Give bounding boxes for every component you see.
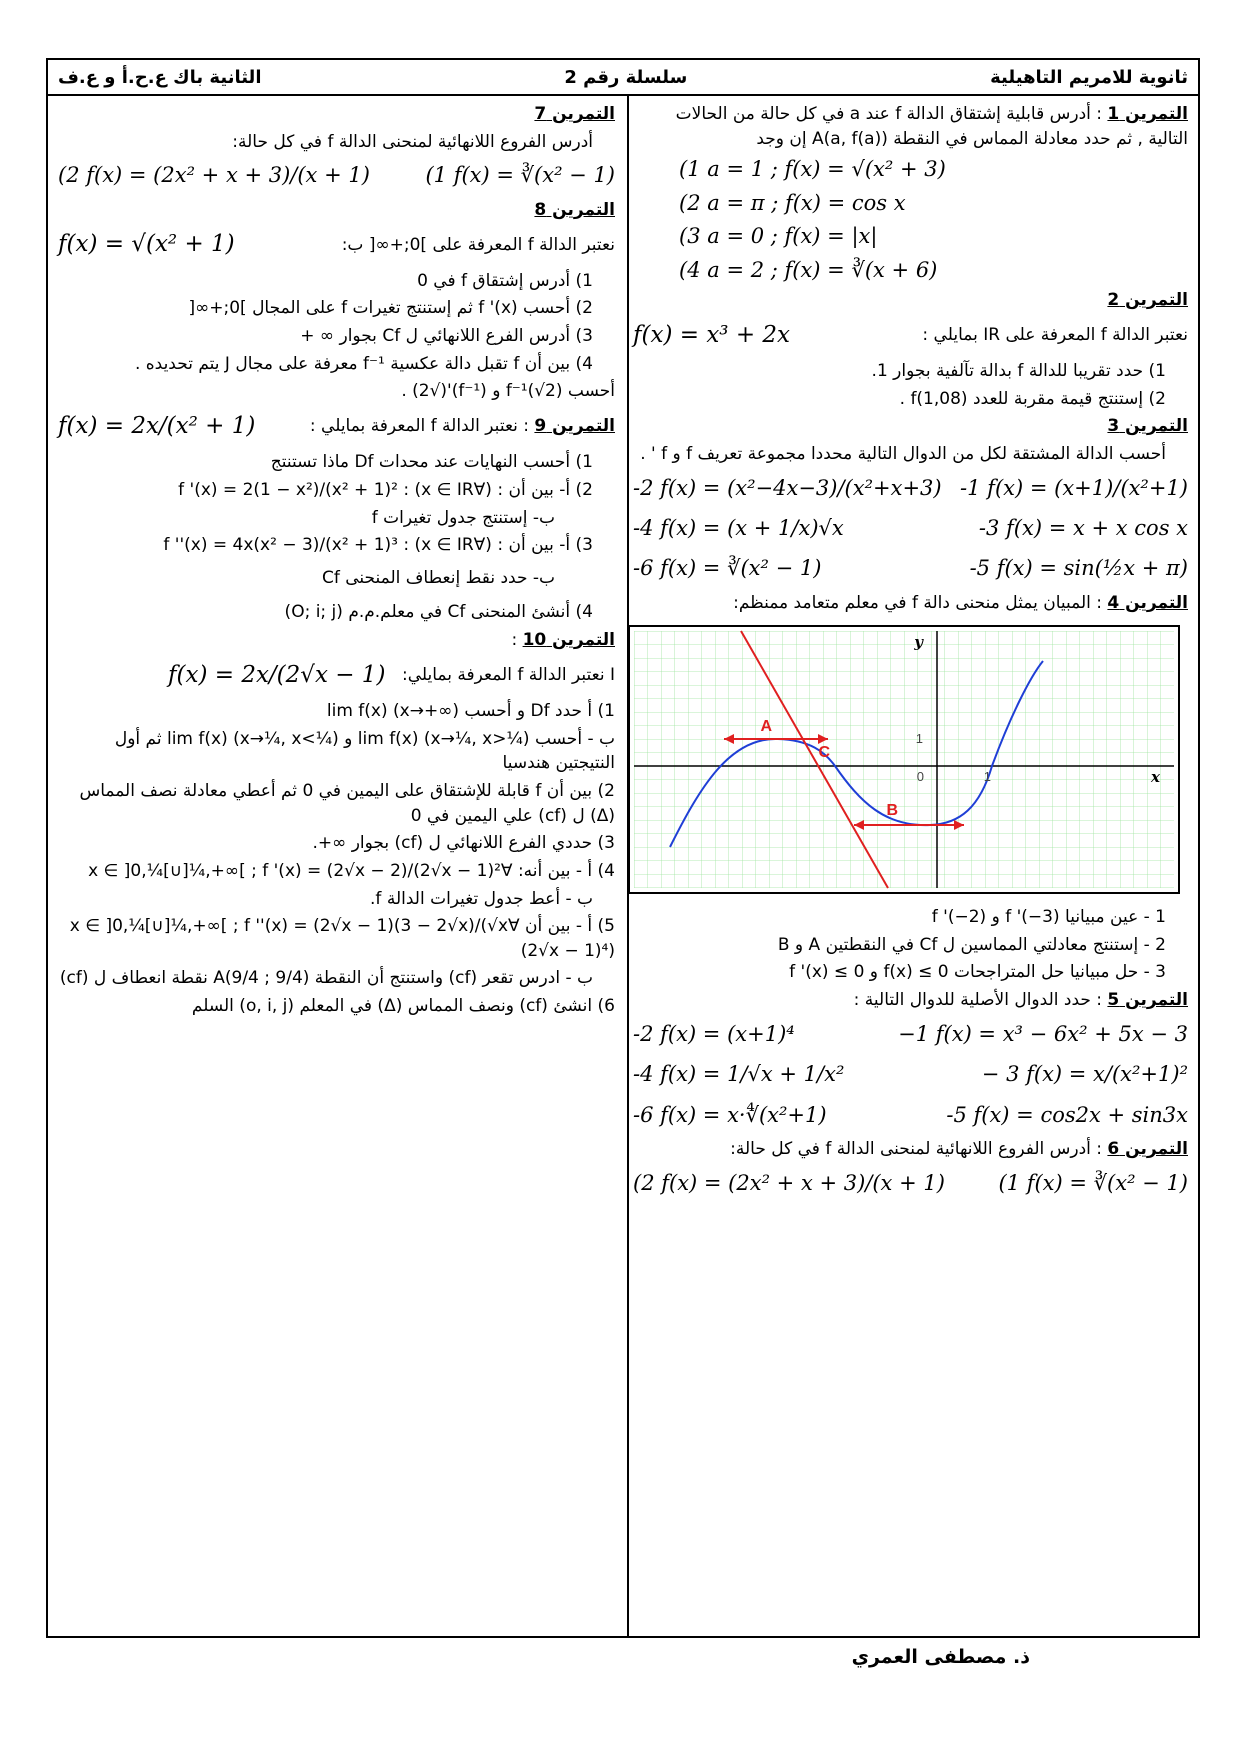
label-origin: 0 [916, 768, 924, 784]
ex8-item-1: 1) أدرس إشتقاق f في 0 [417, 270, 593, 291]
ex9-function: f(x) = 2x/(x² + 1) [58, 412, 256, 439]
exercise-10: التمرين 10 : [511, 630, 615, 651]
ex5-row-2: -4 f(x) = 1/√x + 1/x² − 3 f(x) = x/(x²+1)² [633, 1062, 1188, 1087]
ex4-item-3: 3 - حل مبيانيا حل المتراجحات f(x) ≤ 0 و f '(x) ≤ 0 [789, 962, 1166, 983]
ex6-row: (2 f(x) = (2x² + x + 3)/(x + 1) (1 f(x) = ∛(x² − 1) [633, 1170, 1188, 1195]
function-graph [628, 625, 1180, 894]
ex9-item-1: 1) أحسب النهايات عند محدات Df ماذا تستنتج [270, 452, 593, 473]
exercise-5-title: التمرين 5 [1107, 990, 1188, 1011]
exercise-2-title: التمرين 2 [1107, 290, 1188, 311]
exercise-7-title: التمرين 7 [534, 104, 615, 124]
ex10-item-8: ب - ادرس تقعر (cf) واستنتج أن النقطة A(9/4 ; 9/4) نقطة انعطاف ل (cf) [59, 968, 593, 989]
series-title: سلسلة رقم 2 [564, 66, 688, 88]
label-one-y: 1 [915, 730, 923, 746]
ex10-statement: I نعتبر الدالة f المعرفة بمايلي: f(x) = 2x/(2√x − 1) [58, 656, 615, 695]
ex8-item-4: 4) بين أن f تقبل دالة عكسية f⁻¹ معرفة على مجال J يتم تحديده . [134, 353, 593, 374]
exercise-8 [58, 198, 615, 223]
label-y: y [914, 632, 923, 651]
class-level: الثانية باك ع.ح.أ و ع.ف [58, 66, 262, 88]
ex2-statement: نعتبر الدالة f المعرفة على IR بمايلي : f(x) = x³ + 2x [633, 316, 1188, 355]
exercise-3-title: التمرين 3 [1107, 416, 1188, 437]
ex8-statement: نعتبر الدالة f المعرفة على ]0;+∞[ ب: f(x) = √(x² + 1) [58, 225, 615, 264]
author-signature: ذ. مصطفى العمري [851, 1646, 1030, 1668]
exercise-1-text: : أدرس قابلية إشتقاق الدالة f عند a في كل حالة من الحالات التالية , ثم حدد معادلة المماس في النقطة A(a, f(a)) إن وجد [675, 104, 1188, 149]
ex10-item-4: 3) حددي الفرع اللانهائي ل (cf) بجوار ∞+. [312, 833, 615, 854]
ex7-row: (2 f(x) = (2x² + x + 3)/(x + 1) (1 f(x) = ∛(x² − 1) [58, 163, 615, 188]
exercise-8-title: التمرين 8 [534, 199, 615, 220]
exercise-7 [58, 102, 615, 127]
ex10-item-3: 2) بين أن f قابلة للإشتقاق على اليمين في 0 ثم أعطي معادلة نصف المماس (Δ) ل (cf) علي اليمين في 0 [79, 781, 615, 826]
ex2-item-1: 1) حدد تقريبا للدالة f بدالة تآلفية بجوار 1. [871, 361, 1166, 382]
exercise-9: التمرين 9 : نعتبر الدالة f المعرفة بمايلي : f(x) = 2x/(x² + 1) [58, 407, 615, 446]
exercise-6 [633, 1137, 1188, 1162]
ex10-item-7: 5) أ - بين أن ∀x ∈ ]0,¼[∪]¼,+∞[ ; f ''(x) = (2√x − 1)(3 − 2√x)/(√x (2√x − 1)⁴) [69, 916, 615, 961]
exercise-5 [633, 988, 1188, 1013]
ex7-text: أدرس الفروع اللانهائية لمنحنى الدالة f في كل حالة: [232, 131, 593, 152]
ex10-item-9: 6) انشئ (cf) ونصف المماس (Δ) في المعلم (o, i, j) السلم [191, 996, 615, 1017]
page-header [48, 60, 1198, 96]
ex5-row-1: -2 f(x) = (x+1)⁴ −1 f(x) = x³ − 6x² + 5x − 3 [633, 1021, 1188, 1046]
ex9-item-3: ب- إستنتج جدول تغيرات f [371, 507, 555, 528]
exercise-6-title: التمرين 6 [1107, 1139, 1188, 1160]
label-c: C [818, 743, 830, 761]
ex8-item-2: 2) أحسب f '(x) ثم إستنتج تغيرات f على المجال ]0;+∞[ [188, 298, 593, 319]
ex10-item-6: ب - أعط جدول تغيرات الدالة f. [370, 888, 593, 909]
ex9-item-6: 4) أنشئ المنحنى Cf في معلم.م.م (O; i; j) [284, 602, 593, 623]
ex3-row-1: -2 f(x) = (x²−4x−3)/(x²+x+3) -1 f(x) = (x+1)/(x²+1) [633, 475, 1188, 500]
right-column [625, 96, 1198, 1636]
ex2-function: f(x) = x³ + 2x [633, 321, 791, 348]
exercise-4 [633, 591, 1188, 616]
ex5-row-3: -6 f(x) = x·∜(x²+1) -5 f(x) = cos2x + sin3x [633, 1102, 1188, 1127]
ex4-item-1: 1 - عين مبيانيا f '(−3) و f '(−2) [931, 907, 1166, 928]
ex8-item-3: 3) أدرس الفرع اللانهائي ل Cf بجوار ∞ + [300, 325, 593, 346]
ex1-item-4: (4 a = 2 ; f(x) = ∛(x + 6) [679, 257, 938, 282]
exercise-9-title: التمرين 9 [534, 416, 615, 437]
exercise-4-text: : المبيان يمثل منحنى دالة f في معلم متعامد ممنظم: [733, 592, 1103, 613]
ex10-item-5: 4) أ - بين أنه: ∀x ∈ ]0,¼[∪]¼,+∞[ ; f '(x) = (2√x − 2)/(2√x − 1)² [88, 860, 615, 881]
exercise-2 [633, 288, 1188, 313]
exercise-1 [633, 102, 1188, 151]
exercise-3 [633, 414, 1188, 439]
label-b: B [886, 801, 898, 819]
label-x: x [1151, 767, 1160, 786]
ex1-item-3: (3 a = 0 ; f(x) = |x| [679, 224, 878, 249]
ex10-function: f(x) = 2x/(2√x − 1) [168, 661, 386, 688]
ex3-row-2: -4 f(x) = (x + 1/x)√x -3 f(x) = x + x cos x [633, 516, 1188, 541]
ex9-item-4: 3) أ- بين أن : (∀x ∈ IR) : f ''(x) = 4x(x² − 3)/(x² + 1)³ [163, 535, 593, 556]
ex3-text: أحسب الدالة المشتقة لكل من الدوال التالية محددا مجموعة تعريف f و f ' . [640, 443, 1166, 464]
ex9-item-5: ب- حدد نقط إنعطاف المنحنى Cf [321, 567, 555, 588]
label-one-x: 1 [983, 768, 991, 784]
ex4-item-2: 2 - إستنتج معادلتي المماسين ل Cf في النقطتين A و B [777, 934, 1166, 955]
worksheet-page [46, 58, 1200, 1638]
exercise-5-text: : حدد الدوال الأصلية للدوال التالية : [853, 990, 1103, 1011]
ex10-item-1: 1) أ حدد Df و أحسب lim f(x) (x→+∞) [326, 701, 615, 722]
label-a: A [760, 717, 772, 735]
left-column [48, 96, 629, 1636]
ex9-item-2: 2) أ- بين أن : (∀x ∈ IR) : f '(x) = 2(1 − x²)/(x² + 1)² [178, 479, 593, 500]
exercise-4-title: التمرين 4 [1107, 592, 1188, 613]
exercise-10-title: التمرين 10 [522, 630, 615, 651]
ex8-item-5: أحسب f⁻¹(√2) و (f⁻¹)'(√2) . [401, 381, 615, 402]
ex1-item-1: (1 a = 1 ; f(x) = √(x² + 3) [679, 157, 946, 182]
grid [634, 631, 1174, 888]
ex2-item-2: 2) إستنتج قيمة مقربة للعدد f(1,08) . [899, 388, 1166, 409]
exercise-1-title: التمرين 1 [1107, 104, 1188, 124]
ex3-row-3: -6 f(x) = ∛(x² − 1) -5 f(x) = sin(½x + π) [633, 556, 1188, 581]
ex8-function: f(x) = √(x² + 1) [58, 231, 235, 258]
school-name: ثانوية للامريم التاهيلية [990, 66, 1188, 88]
ex10-item-2: ب - أحسب lim f(x) (x→¼, x>¼) و lim f(x) (x→¼, x<¼) ثم أول النتيجتين هندسيا [114, 728, 615, 774]
ex1-item-2: (2 a = π ; f(x) = cos x [679, 190, 906, 215]
exercise-6-text: : أدرس الفروع اللانهائية لمنحنى الدالة f في كل حالة: [730, 1139, 1103, 1160]
